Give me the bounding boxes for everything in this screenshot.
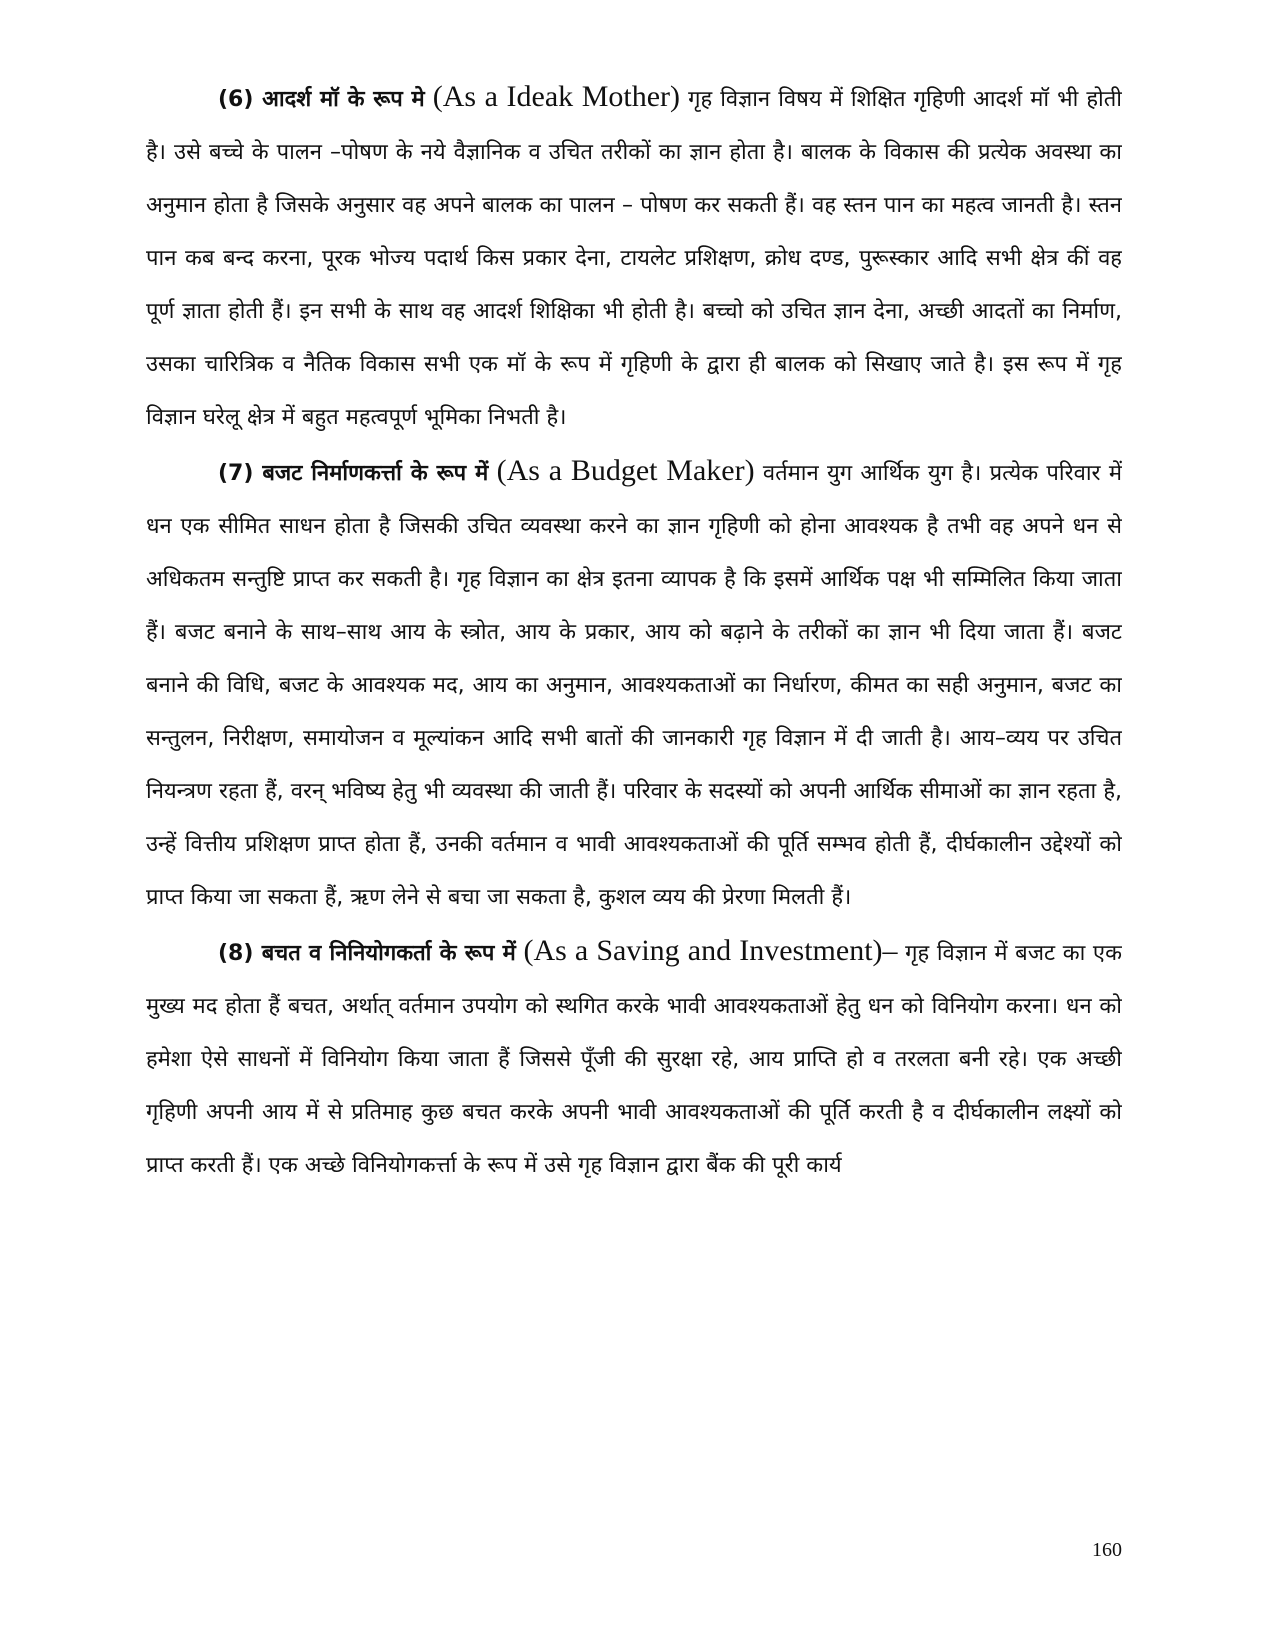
section-6-paragraph: [146, 70, 1122, 444]
section-7-paragraph: [146, 444, 1122, 924]
section-6-heading: (6) आदर्श मॉ के रूप मे: [218, 87, 425, 112]
document-page: [146, 70, 1122, 1520]
section-8-body: गृह विज्ञान में बजट का एक मुख्य मद होता हैं बचत, अर्थात् वर्तमान उपयोग को स्थगित करके भावी आवश्यकताओं हेतु धन को विनियोग करना। धन को हमेशा ऐसे साधनों में विनियोग किया जाता हैं जिससे पूँजी की सुरक्षा रहे, आय प्राप्ति हो व तरलता बनी रहे। एक अच्छी गृहिणी अपनी आय में से प्रतिमाह कुछ बचत करके अपनी भावी आवश्यकताओं की पूर्ति करती है व दीर्घकालीन लक्ष्यों को प्राप्त करती हैं। एक अच्छे विनियोगकर्त्ता के रूप में उसे गृह विज्ञान द्वारा बैंक की पूरी कार्य: [146, 941, 1122, 1178]
section-8-paragraph: [146, 924, 1122, 1192]
section-6-body: गृह विज्ञान विषय में शिक्षित गृहिणी आदर्श मॉ भी होती है। उसे बच्चे के पालन –पोषण के नये वैज्ञानिक व उचित तरीकों का ज्ञान होता है। बालक के विकास की प्रत्येक अवस्था का अनुमान होता है जिसके अनुसार वह अपने बालक का पालन – पोषण कर सकती हैं। वह स्तन पान का महत्व जानती है। स्तन पान कब बन्द करना, पूरक भोज्य पदार्थ किस प्रकार देना, टायलेट प्रशिक्षण, क्रोध दण्ड, पुरूस्कार आदि सभी क्षेत्र कीं वह पूर्ण ज्ञाता होती हैं। इन सभी के साथ वह आदर्श शिक्षिका भी होती है। बच्चो को उचित ज्ञान देना, अच्छी आदतों का निर्माण, उसका चारित्रिक व नैतिक विकास सभी एक मॉ के रूप में गृहिणी के द्वारा ही बालक को सिखाए जाते है। इस रूप में गृह विज्ञान घरेलू क्षेत्र में बहुत महत्वपूर्ण भूमिका निभती है।: [146, 87, 1122, 430]
section-7-heading: (7) बजट निर्माणकर्त्ता के रूप में: [218, 461, 489, 486]
section-7-english-title: (As a Budget Maker): [496, 454, 755, 487]
section-8-english-title: (As a Saving and Investment)–: [523, 934, 898, 967]
section-6-english-title: (As a Ideak Mother): [432, 80, 681, 113]
page-number: 160: [1092, 1539, 1122, 1561]
section-7-body: वर्तमान युग आर्थिक युग है। प्रत्येक परिवार में धन एक सीमित साधन होता है जिसकी उचित व्यवस्था करने का ज्ञान गृहिणी को होना आवश्यक है तभी वह अपने धन से अधिकतम सन्तुष्टि प्राप्त कर सकती है। गृह विज्ञान का क्षेत्र इतना व्यापक है कि इसमें आर्थिक पक्ष भी सम्मिलित किया जाता हैं। बजट बनाने के साथ–साथ आय के स्त्रोत, आय के प्रकार, आय को बढ़ाने के तरीकों का ज्ञान भी दिया जाता हैं। बजट बनाने की विधि, बजट के आवश्यक मद, आय का अनुमान, आवश्यकताओं का निर्धारण, कीमत का सही अनुमान, बजट का सन्तुलन, निरीक्षण, समायोजन व मूल्यांकन आदि सभी बातों की जानकारी गृह विज्ञान में दी जाती है। आय–व्यय पर उचित नियन्त्रण रहता हैं, वरन् भविष्य हेतु भी व्यवस्था की जाती हैं। परिवार के सदस्यों को अपनी आर्थिक सीमाओं का ज्ञान रहता है, उन्हें वित्तीय प्रशिक्षण प्राप्त होता हैं, उनकी वर्तमान व भावी आवश्यकताओं की पूर्ति सम्भव होती हैं, दीर्घकालीन उद्देश्यों को प्राप्त किया जा सकता हैं, ऋण लेने से बचा जा सकता है, कुशल व्यय की प्रेरणा मिलती हैं।: [146, 461, 1122, 910]
section-8-heading: (8) बचत व निनियोगकर्ता के रूप में: [218, 941, 516, 966]
